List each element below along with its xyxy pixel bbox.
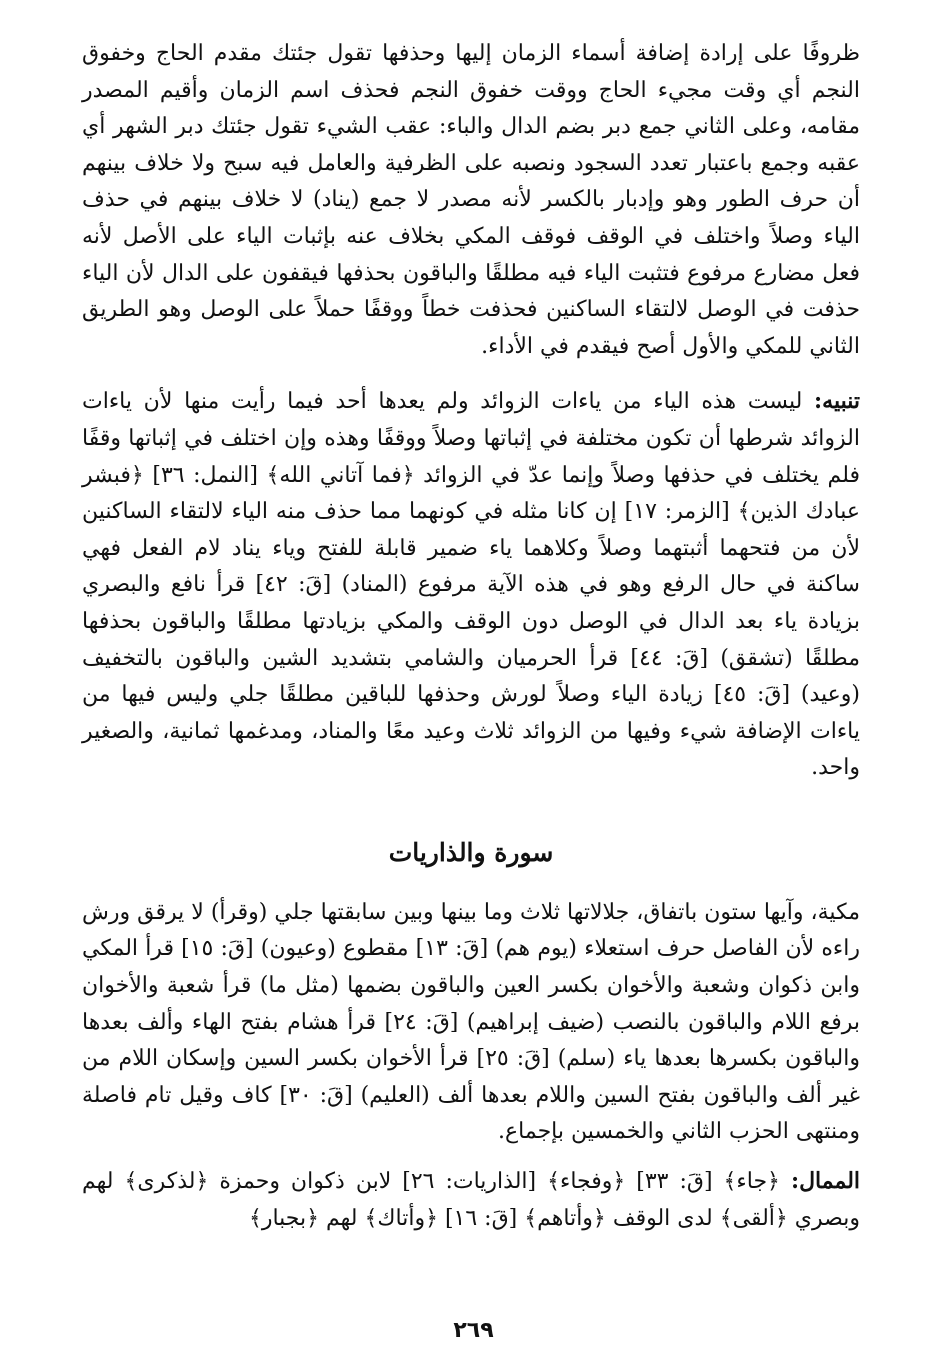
- mumal-label: الممال:: [790, 1168, 861, 1195]
- paragraph-4: [82, 1163, 860, 1237]
- paragraph-3: مكية، وآيها ستون باتفاق، جلالاتها ثلاث وما بينها وبين سابقتها جلي (وقرأ) لا يرقق ورش راءه لأن الفاصل حرف استعلاء (يوم هم) [قَ: ١٣] مقطوع (وعيون) [قَ: ١٥] قرأ المكي وابن ذكوان وشعبة والأخوان بكسر العين والباقون بضمها (مثل ما) قرأ شعبة والأخوان برفع اللام والباقون بالنصب (ضيف إبراهيم) [قَ: ٢٤] قرأ هشام بفتح الهاء وألف بعدها والباقون بكسرها بعدها ياء (سلم) [قَ: ٢٥] قرأ الأخوان بكسر السين وإسكان اللام من غير ألف والباقون بفتح السين واللام بعدها ألف (العليم) [قَ: ٣٠] كاف وقيل تام فاصلة ومنتهى الحزب الثاني والخمسين بإجماع.: [82, 899, 861, 1145]
- note-text: ليست هذه الياء من ياءات الزوائد ولم يعدها أحد فيما رأيت منها لأن ياءات الزوائد شرطها أن تكون مختلفة في إثباتها وصلاً ووقفًا وهذه وإن اختلف في إثباتها وقفًا فلم يختلف في حذفها وصلاً وإنما عدّ في الزوائد ﴿فما آتاني الله﴾ [النمل: ٣٦] ﴿فبشر عبادك الذين﴾ [الزمر: ١٧] إن كانا مثله في كونهما مما حذف منه الياء لالتقاء الساكنين لأن من فتحهما أثبتهما وصلاً وكلاهما ياء ضمير قابلة للفتح وياء يناد لام الفعل فهي ساكنة في حال الرفع وهو في هذه الآية مرفوع (المناد) [قَ: ٤٢] قرأ نافع والبصري بزيادة ياء بعد الدال في الوصل دون الوقف والمكي بزيادتها مطلقًا والباقون بحذفها مطلقًا (تشقق) [قَ: ٤٤] قرأ الحرميان والشامي بتشديد الشين والباقون بالتخفيف (وعيد) [قَ: ٤٥] زيادة الياء وصلاً لورش وحذفها للباقين مطلقًا جلي وليس فيها من ياءات الإضافة شيء وفيها من الزوائد ثلاث وعيد معًا والمناد، ومدغمها ثمانية، والصغير واحد.: [82, 389, 861, 781]
- paragraph-1: ظروفًا على إرادة إضافة أسماء الزمان إليها وحذفها تقول جئتك مقدم الحاج وخفوق النجم أي وقت مجيء الحاج ووقت خفوق النجم فحذف اسم الزمان وأقيم المصدر مقامه، وعلى الثاني جمع دبر بضم الدال والباء: عقب الشيء تقول جئتك دبر الشهر أي عقبه وجمع باعتبار تعدد السجود ونصبه على الظرفية والعامل فيه سبح ولا خلاف بينهم أن حرف الطور وهو وإدبار بالكسر لأنه مصدر لا جمع (يناد) لا خلاف بينهم في حذف الياء وصلاً واختلف في الوقف فوقف المكي بخلاف عنه بإثبات الياء على الأصل لأنه فعل مضارع مرفوع فتثبت الياء فيه مطلقًا والباقون بحذفها فيقفون على الدال لأن الياء حذفت في الوصل لالتقاء الساكنين فحذفت خطاً ووقفًا حملاً على الوصل وهو الطريق الثاني للمكي والأول أصح فيقدم في الأداء.: [82, 41, 860, 359]
- mumal-text: ﴿جاء﴾ [قَ: ٣٣] ﴿وفجاء﴾ [الذاريات: ٢٦] لابن ذكوان وحمزة ﴿لذكرى﴾ لهم وبصري ﴿ألقى﴾ لدى الوقف ﴿وأتاهم﴾ [قَ: ١٦] ﴿وأتاك﴾ لهم ﴿بجبار﴾: [82, 1169, 860, 1231]
- surah-heading: سورة والذاريات: [388, 837, 554, 867]
- page-number: ٢٦٩: [453, 1318, 494, 1343]
- note-label: تنبيه:: [814, 388, 860, 415]
- paragraph-2: [82, 383, 860, 787]
- page-body: [82, 36, 860, 1336]
